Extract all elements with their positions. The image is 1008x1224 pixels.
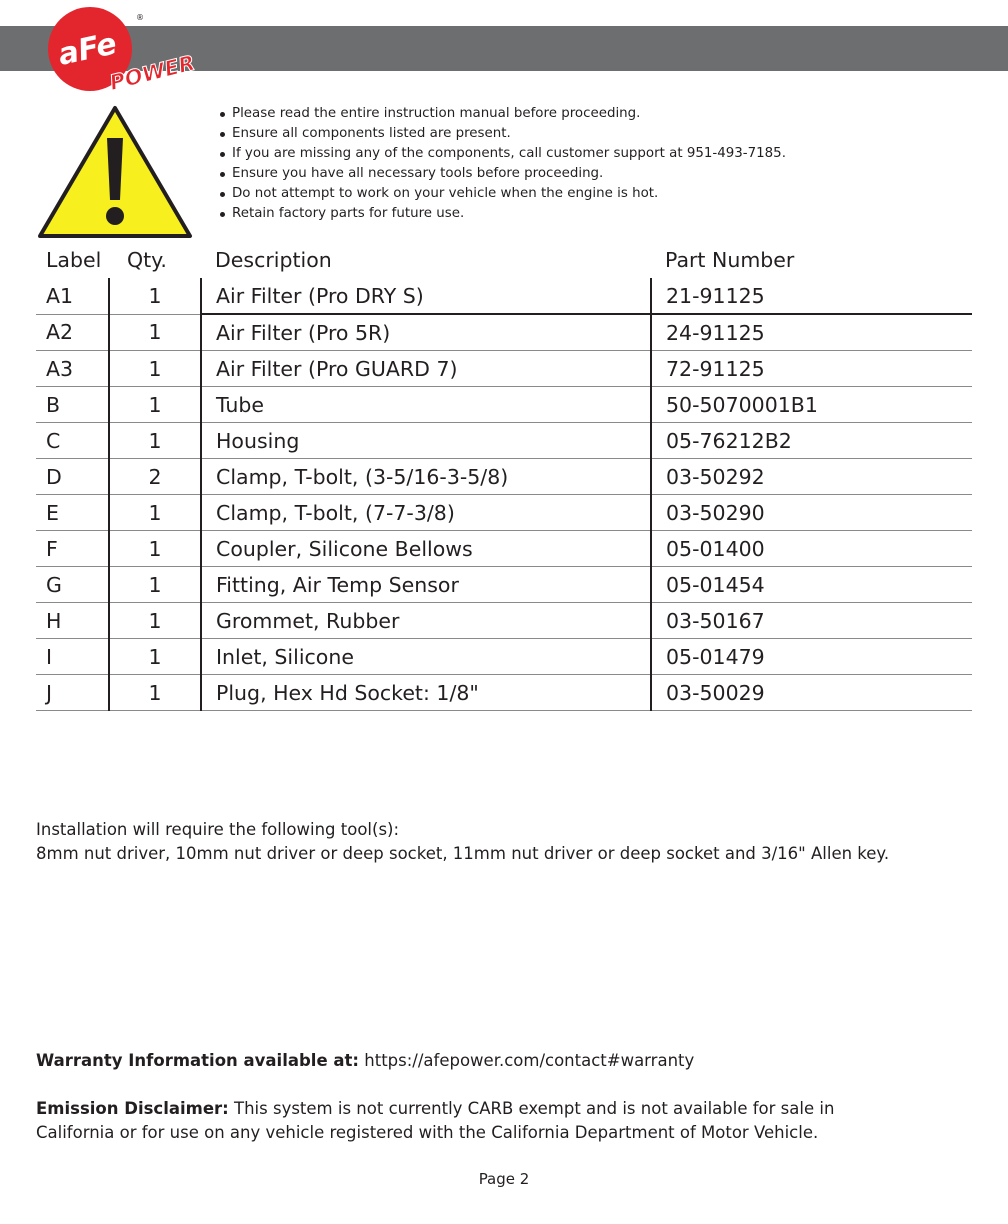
tools-intro: Installation will require the following tool(s):: [36, 820, 400, 839]
instruction-list: [218, 104, 786, 224]
cell-label: A3: [36, 351, 109, 387]
parts-table: [36, 242, 972, 711]
table-row: [36, 531, 972, 567]
cell-description: Clamp, T-bolt, (7-7-3/8): [201, 495, 651, 531]
cell-label: G: [36, 567, 109, 603]
cell-description: Air Filter (Pro GUARD 7): [201, 351, 651, 387]
header-part-number: Part Number: [665, 248, 795, 272]
cell-qty: 1: [109, 387, 201, 423]
cell-label: B: [36, 387, 109, 423]
cell-description: Fitting, Air Temp Sensor: [201, 567, 651, 603]
tools-section: [36, 818, 889, 866]
warranty-label: Warranty Information available at:: [36, 1051, 360, 1070]
table-row: [36, 639, 972, 675]
cell-label: A2: [36, 314, 109, 351]
cell-qty: 1: [109, 531, 201, 567]
cell-qty: 1: [109, 314, 201, 351]
afe-power-logo: [40, 2, 200, 96]
cell-label: A1: [36, 278, 109, 314]
warranty-url[interactable]: https://afepower.com/contact#warranty: [364, 1051, 695, 1070]
logo-text-sub: POWER: [107, 50, 198, 96]
cell-qty: 1: [109, 495, 201, 531]
cell-qty: 1: [109, 675, 201, 711]
cell-qty: 1: [109, 351, 201, 387]
warranty-section: [36, 1049, 694, 1073]
logo-registered-mark: ®: [136, 13, 144, 22]
table-row: [36, 423, 972, 459]
cell-part-number: 72-91125: [651, 351, 972, 387]
cell-part-number: 21-91125: [651, 278, 972, 314]
emission-text-line2: California or for use on any vehicle registered with the California Department of Motor Vehicle.: [36, 1123, 819, 1142]
cell-label: H: [36, 603, 109, 639]
cell-label: E: [36, 495, 109, 531]
cell-part-number: 03-50029: [651, 675, 972, 711]
instruction-item: Ensure you have all necessary tools before proceeding.: [218, 164, 786, 184]
table-row: [36, 314, 972, 351]
cell-part-number: 03-50290: [651, 495, 972, 531]
cell-label: F: [36, 531, 109, 567]
cell-part-number: 05-76212B2: [651, 423, 972, 459]
emission-text-line1: This system is not currently CARB exempt and is not available for sale in: [234, 1099, 835, 1118]
cell-qty: 1: [109, 603, 201, 639]
table-row: [36, 495, 972, 531]
cell-description: Inlet, Silicone: [201, 639, 651, 675]
cell-label: J: [36, 675, 109, 711]
cell-part-number: 05-01454: [651, 567, 972, 603]
instruction-item: If you are missing any of the components, call customer support at 951-493-7185.: [218, 144, 786, 164]
header-description: Description: [215, 248, 332, 272]
cell-part-number: 03-50167: [651, 603, 972, 639]
table-row: [36, 351, 972, 387]
page-number: Page 2: [478, 1170, 530, 1188]
cell-description: Tube: [201, 387, 651, 423]
emission-section: [36, 1097, 936, 1145]
instruction-item: Ensure all components listed are present.: [218, 124, 786, 144]
cell-description: Grommet, Rubber: [201, 603, 651, 639]
cell-part-number: 03-50292: [651, 459, 972, 495]
cell-description: Air Filter (Pro DRY S): [201, 278, 651, 314]
cell-part-number: 50-5070001B1: [651, 387, 972, 423]
logo-text-main: aFe: [55, 26, 120, 73]
table-row: [36, 603, 972, 639]
header-qty: Qty.: [127, 248, 167, 272]
cell-part-number: 05-01400: [651, 531, 972, 567]
table-row: [36, 675, 972, 711]
instruction-item: Please read the entire instruction manual before proceeding.: [218, 104, 786, 124]
cell-qty: 1: [109, 278, 201, 314]
table-row: [36, 278, 972, 314]
instruction-item: Retain factory parts for future use.: [218, 204, 786, 224]
table-row: [36, 459, 972, 495]
header-label: Label: [46, 248, 102, 272]
tools-list: 8mm nut driver, 10mm nut driver or deep socket, 11mm nut driver or deep socket and 3/16" Allen key.: [36, 844, 890, 863]
table-row: [36, 567, 972, 603]
cell-label: D: [36, 459, 109, 495]
cell-qty: 1: [109, 423, 201, 459]
cell-qty: 2: [109, 459, 201, 495]
cell-label: C: [36, 423, 109, 459]
cell-qty: 1: [109, 567, 201, 603]
table-row: [36, 387, 972, 423]
cell-qty: 1: [109, 639, 201, 675]
warning-triangle-icon: [36, 104, 194, 240]
cell-label: I: [36, 639, 109, 675]
cell-description: Air Filter (Pro 5R): [201, 314, 651, 351]
emission-label: Emission Disclaimer:: [36, 1099, 229, 1118]
instruction-item: Do not attempt to work on your vehicle when the engine is hot.: [218, 184, 786, 204]
cell-description: Plug, Hex Hd Socket: 1/8": [201, 675, 651, 711]
cell-description: Housing: [201, 423, 651, 459]
cell-part-number: 24-91125: [651, 314, 972, 351]
cell-part-number: 05-01479: [651, 639, 972, 675]
cell-description: Clamp, T-bolt, (3-5/16-3-5/8): [201, 459, 651, 495]
cell-description: Coupler, Silicone Bellows: [201, 531, 651, 567]
table-header-row: [36, 242, 972, 278]
